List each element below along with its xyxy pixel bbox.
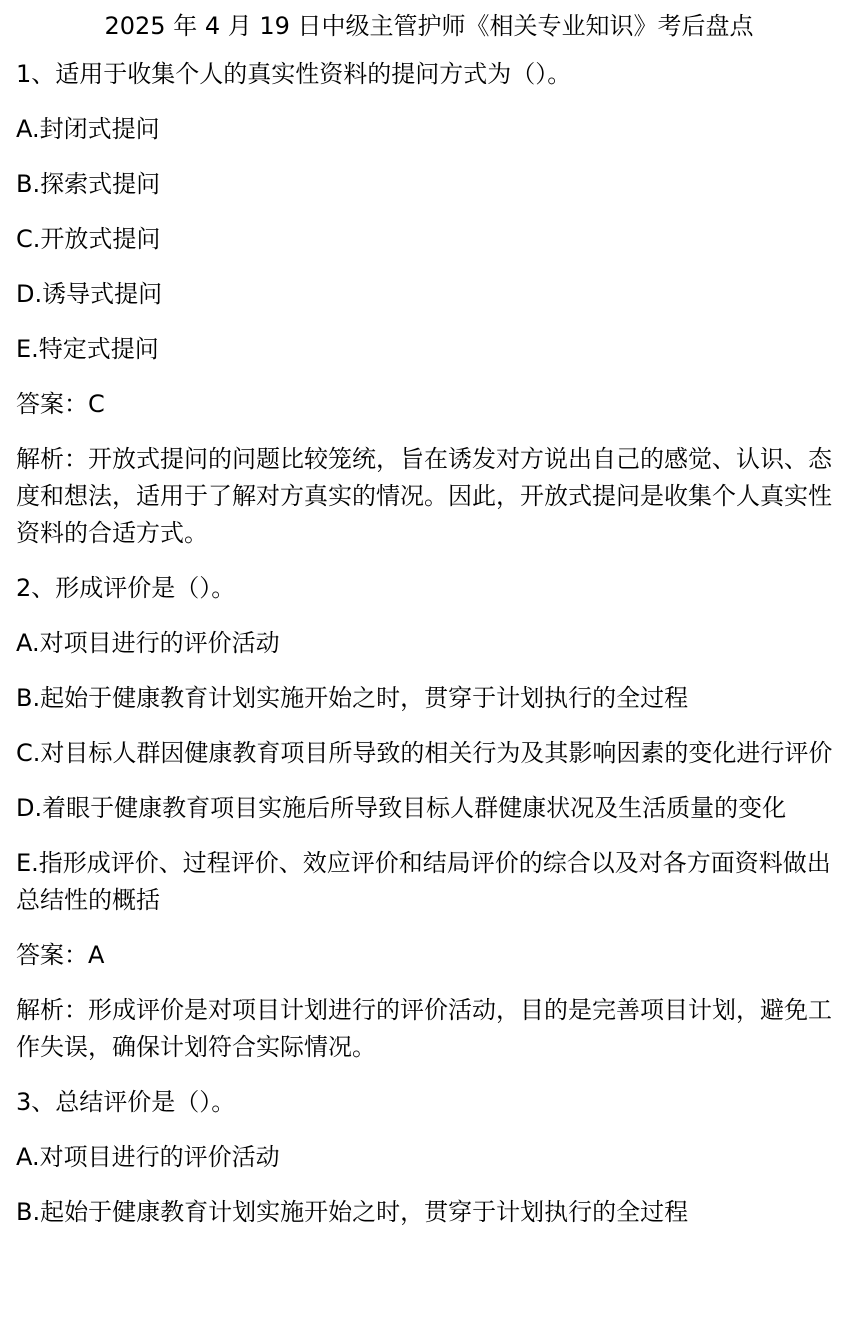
- question-1: [16, 56, 842, 552]
- question-stem: 1、适用于收集个人的真实性资料的提问方式为（）。: [16, 60, 572, 88]
- answer: 答案：C: [16, 390, 105, 418]
- question-3: [16, 1084, 842, 1231]
- option-d: D.着眼于健康教育项目实施后所导致目标人群健康状况及生活质量的变化: [16, 794, 787, 822]
- option-a: A.对项目进行的评价活动: [16, 1143, 280, 1171]
- option-a: A.对项目进行的评价活动: [16, 629, 280, 657]
- option-b: B.起始于健康教育计划实施开始之时，贯穿于计划执行的全过程: [16, 1198, 689, 1226]
- option-a: A.封闭式提问: [16, 115, 160, 143]
- answer: 答案：A: [16, 941, 105, 969]
- question-stem: 2、形成评价是（）。: [16, 574, 236, 602]
- question-stem: 3、总结评价是（）。: [16, 1088, 236, 1116]
- question-2: [16, 570, 842, 1066]
- page-title: 2025 年 4 月 19 日中级主管护师《相关专业知识》考后盘点: [104, 12, 754, 40]
- analysis: 解析：开放式提问的问题比较笼统，旨在诱发对方说出自己的感觉、认识、态度和想法，适用于了解对方真实的情况。因此，开放式提问是收集个人真实性资料的合适方式。: [16, 445, 832, 547]
- option-b: B.起始于健康教育计划实施开始之时，贯穿于计划执行的全过程: [16, 684, 689, 712]
- analysis: 解析：形成评价是对项目计划进行的评价活动，目的是完善项目计划，避免工作失误，确保计划符合实际情况。: [16, 996, 832, 1061]
- option-d: D.诱导式提问: [16, 280, 163, 308]
- option-e: E.特定式提问: [16, 335, 159, 363]
- option-c: C.对目标人群因健康教育项目所导致的相关行为及其影响因素的变化进行评价: [16, 739, 833, 767]
- option-c: C.开放式提问: [16, 225, 161, 253]
- option-e: E.指形成评价、过程评价、效应评价和结局评价的综合以及对各方面资料做出总结性的概括: [16, 849, 831, 914]
- option-b: B.探索式提问: [16, 170, 161, 198]
